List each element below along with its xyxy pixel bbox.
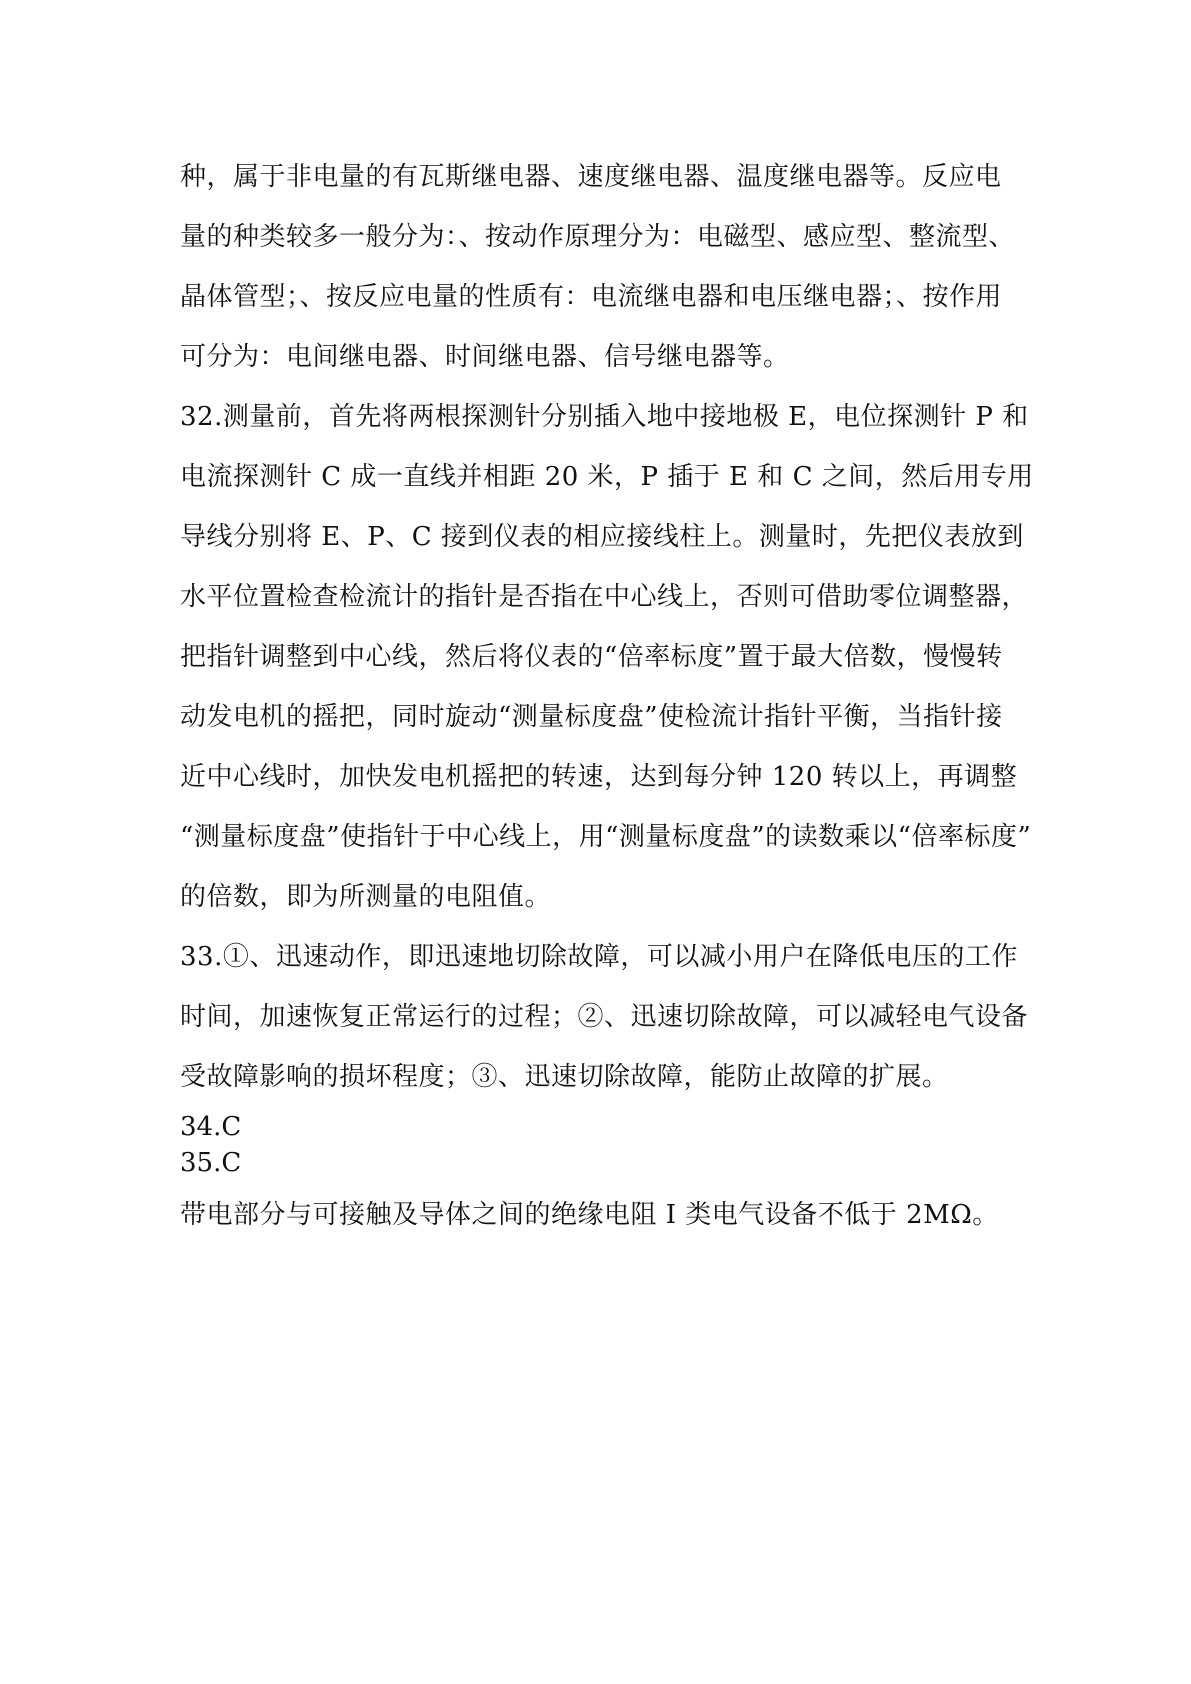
answer-35: 35.C — [180, 1148, 242, 1178]
text-line: 近中心线时，加快发电机摇把的转速，达到每分钟 120 转以上，再调整 — [180, 762, 1018, 792]
text-line: 时间，加速恢复正常运行的过程；②、迅速切除故障，可以减轻电气设备 — [180, 1002, 1029, 1032]
text-line: 受故障影响的损坏程度；③、迅速切除故障，能防止故障的扩展。 — [180, 1062, 949, 1092]
text-line: 种，属于非电量的有瓦斯继电器、速度继电器、温度继电器等。反应电 — [180, 162, 1002, 192]
text-line: 导线分别将 E、P、C 接到仪表的相应接线柱上。测量时，先把仪表放到 — [180, 522, 1024, 552]
paragraph-answer-33 — [180, 927, 1029, 1107]
text-line: 32.测量前，首先将两根探测针分别插入地中接地极 E，电位探测针 P 和 — [180, 402, 1029, 432]
document-body — [180, 147, 1034, 1245]
paragraph-answer-32 — [180, 387, 1034, 927]
paragraph-answer-31-continued — [180, 147, 1020, 387]
text-line: 量的种类较多一般分为：、按动作原理分为：电磁型、感应型、整流型、 — [180, 222, 1016, 252]
text-line: “测量标度盘”使指针于中心线上，用“测量标度盘”的读数乘以“倍率标度” — [180, 822, 1032, 852]
text-line: 33.①、迅速动作，即迅速地切除故障，可以减小用户在降低电压的工作 — [180, 942, 1018, 972]
text-line: 把指针调整到中心线，然后将仪表的“倍率标度”置于最大倍数，慢慢转 — [180, 642, 1003, 672]
text-line: 电流探测针 C 成一直线并相距 20 米，P 插于 E 和 C 之间，然后用专用 — [180, 462, 1034, 492]
text-line: 晶体管型；、按反应电量的性质有：电流继电器和电压继电器；、按作用 — [180, 282, 1003, 312]
text-line: 水平位置检查检流计的指针是否指在中心线上，否则可借助零位调整器， — [180, 582, 1029, 612]
text-line: 可分为：电间继电器、时间继电器、信号继电器等。 — [180, 342, 790, 372]
answer-34: 34.C — [180, 1112, 242, 1142]
text-line: 动发电机的摇把，同时旋动“测量标度盘”使检流计指针平衡，当指针接 — [180, 702, 1003, 732]
text-line: 的倍数，即为所测量的电阻值。 — [180, 882, 552, 912]
final-statement: 带电部分与可接触及导体之间的绝缘电阻 I 类电气设备不低于 2MΩ。 — [180, 1200, 999, 1230]
